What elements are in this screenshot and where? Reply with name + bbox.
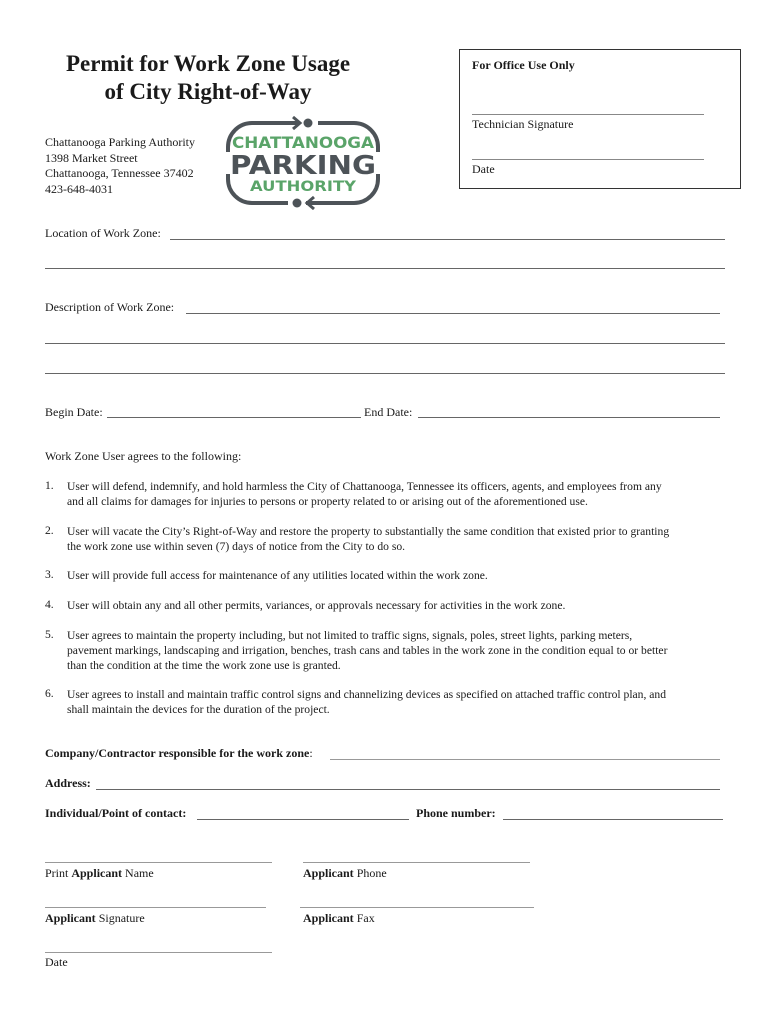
address-label: Address: xyxy=(45,776,91,790)
item-text xyxy=(67,598,727,613)
phone-number-label: Phone number: xyxy=(416,806,496,820)
signature-suffix: Signature xyxy=(95,911,145,925)
applicant-fax-label xyxy=(303,911,375,926)
item-number: 3. xyxy=(45,568,54,581)
logo-dot-bottom xyxy=(293,199,302,208)
item-number: 4. xyxy=(45,598,54,611)
company-label-colon: : xyxy=(309,746,313,760)
applicant-word: Applicant xyxy=(303,911,354,925)
applicant-signature-label xyxy=(45,911,145,926)
item-text xyxy=(67,479,727,509)
applicant-name-line[interactable] xyxy=(45,862,272,863)
item-line: than the condition at the time the work zone use is granted. xyxy=(67,659,341,672)
item-number: 5. xyxy=(45,628,54,641)
print-prefix: Print xyxy=(45,866,72,880)
phone-suffix: Phone xyxy=(353,866,387,880)
company-line[interactable] xyxy=(330,759,720,760)
contact-line[interactable] xyxy=(197,819,409,820)
item-text xyxy=(67,628,727,673)
address-line[interactable] xyxy=(96,789,720,790)
applicant-name-label xyxy=(45,866,154,881)
page-title xyxy=(38,50,378,106)
office-use-box xyxy=(459,49,741,189)
item-line: the work zone use within seven (7) days of notice from the City to do so. xyxy=(67,540,406,553)
description-line-1[interactable] xyxy=(186,313,720,314)
company-label xyxy=(45,746,313,761)
item-line: User agrees to maintain the property including, but not limited to traffic signs, signals, poles, street lights, parking meters, xyxy=(67,629,633,642)
item-line: pavement markings, landscaping and irrigation, benches, trash cans and tables in the work zone in the condition equal to or better xyxy=(67,644,668,657)
office-use-title: For Office Use Only xyxy=(472,58,575,72)
begin-date-line[interactable] xyxy=(107,417,361,418)
agreement-intro: Work Zone User agrees to the following: xyxy=(45,449,242,463)
office-date-line[interactable] xyxy=(472,159,704,160)
description-line-2[interactable] xyxy=(45,343,725,344)
applicant-signature-line[interactable] xyxy=(45,907,266,908)
item-line: User will vacate the City’s Right-of-Way and restore the property to substantially the same condition that existed prior to granting xyxy=(67,525,670,538)
item-text xyxy=(67,568,727,583)
logo-text-parking: PARKING xyxy=(230,151,376,181)
item-line: User will defend, indemnify, and hold harmless the City of Chattanooga, Tennessee its officers, agents, and employees from any xyxy=(67,480,662,493)
applicant-word: Applicant xyxy=(71,866,123,880)
org-name: Chattanooga Parking Authority xyxy=(45,135,195,149)
location-line-1[interactable] xyxy=(170,239,725,240)
technician-signature-label: Technician Signature xyxy=(472,117,574,131)
item-number: 1. xyxy=(45,479,54,492)
applicant-date-label: Date xyxy=(45,955,68,969)
name-suffix: Name xyxy=(122,866,154,880)
item-line: and all claims for damages for injuries to persons or property related to or arising out of the aforementioned use. xyxy=(67,495,588,508)
applicant-date-line[interactable] xyxy=(45,952,272,953)
item-text xyxy=(67,687,727,717)
phone-number-line[interactable] xyxy=(503,819,723,820)
title-line-1: Permit for Work Zone Usage xyxy=(65,51,351,76)
applicant-phone-line[interactable] xyxy=(303,862,530,863)
org-address xyxy=(45,135,195,197)
office-date-label: Date xyxy=(472,162,495,176)
parking-authority-logo xyxy=(222,116,384,210)
description-label: Description of Work Zone: xyxy=(45,300,175,314)
applicant-phone-label xyxy=(303,866,387,881)
applicant-fax-line[interactable] xyxy=(300,907,534,908)
item-number: 2. xyxy=(45,524,54,537)
location-label: Location of Work Zone: xyxy=(45,226,161,240)
item-line: User agrees to install and maintain traffic control signs and channelizing devices as specified on attached traffic control plan, and xyxy=(67,688,667,701)
fax-suffix: Fax xyxy=(353,911,375,925)
org-street: 1398 Market Street xyxy=(45,150,138,165)
title-line-2: of City Right-of-Way xyxy=(104,79,312,104)
item-line: User will obtain any and all other permits, variances, or approvals necessary for activities in the work zone. xyxy=(67,599,566,612)
description-line-3[interactable] xyxy=(45,373,725,374)
company-label-text: Company/Contractor responsible for the work zone xyxy=(45,746,310,760)
end-date-label: End Date: xyxy=(364,405,413,419)
contact-label: Individual/Point of contact: xyxy=(45,806,187,820)
logo-text-chattanooga: CHATTANOOGA xyxy=(232,133,375,152)
org-city: Chattanooga, Tennessee 37402 xyxy=(45,166,194,180)
location-line-2[interactable] xyxy=(45,268,725,269)
technician-signature-line[interactable] xyxy=(472,114,704,115)
item-number: 6. xyxy=(45,687,54,700)
item-text xyxy=(67,524,727,554)
item-line: User will provide full access for maintenance of any utilities located within the work zone. xyxy=(67,569,488,582)
logo-dot-top xyxy=(304,119,313,128)
org-phone: 423-648-4031 xyxy=(45,181,113,196)
begin-date-label: Begin Date: xyxy=(45,405,103,419)
end-date-line[interactable] xyxy=(418,417,720,418)
item-line: shall maintain the devices for the duration of the project. xyxy=(67,703,330,716)
logo-text-authority: AUTHORITY xyxy=(250,179,357,195)
applicant-word: Applicant xyxy=(303,866,354,880)
applicant-word: Applicant xyxy=(45,911,96,925)
